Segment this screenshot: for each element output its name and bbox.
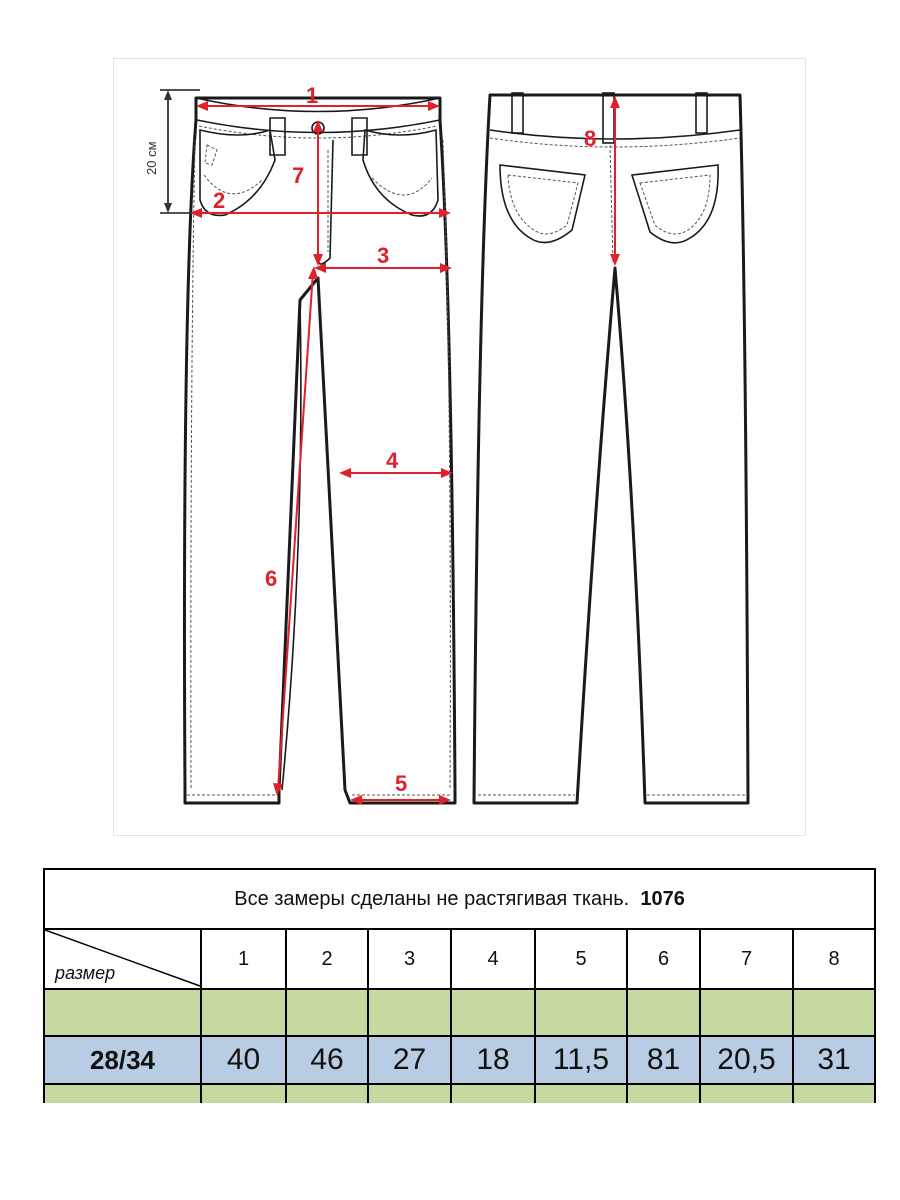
- back-pants-drawing: [474, 93, 748, 803]
- table-row: [44, 1036, 875, 1084]
- measure-label-1: 1: [306, 83, 319, 108]
- column-header: 4: [451, 929, 535, 989]
- column-header: 5: [535, 929, 627, 989]
- column-header: 1: [201, 929, 286, 989]
- table-cell: 11,5: [535, 1036, 627, 1084]
- table-title-text: Все замеры сделаны не растягивая ткань.: [234, 887, 630, 910]
- table-cell: 81: [627, 1036, 700, 1084]
- table-title: [44, 869, 875, 929]
- measure-label-7: 7: [292, 163, 305, 188]
- measure-label-3: 3: [377, 243, 390, 268]
- spacer-row: [44, 989, 875, 1036]
- size-label: 28/34: [44, 1036, 201, 1084]
- corner-size-label: размер: [55, 963, 116, 983]
- table-header-row: [44, 929, 875, 989]
- table-cell: 46: [286, 1036, 368, 1084]
- column-header: 3: [368, 929, 451, 989]
- corner-size-cell: [44, 929, 201, 989]
- measure-label-2: 2: [213, 188, 226, 213]
- article-number: 1076: [640, 887, 685, 910]
- column-header: 6: [627, 929, 700, 989]
- table-cell: 27: [368, 1036, 451, 1084]
- measure-label-5: 5: [395, 771, 408, 796]
- table-title-row: [44, 869, 875, 929]
- column-header: 8: [793, 929, 875, 989]
- column-header: 7: [700, 929, 793, 989]
- measure-label-6: 6: [265, 566, 278, 591]
- table-cell: 18: [451, 1036, 535, 1084]
- size-chart-table: [43, 868, 876, 1103]
- measure-label-4: 4: [386, 448, 399, 473]
- column-header: 2: [286, 929, 368, 989]
- table-cell: 40: [201, 1036, 286, 1084]
- measure-label-8: 8: [584, 126, 597, 151]
- table-cell: 20,5: [700, 1036, 793, 1084]
- height-note-label: 20 см: [144, 141, 159, 175]
- table-cell: 31: [793, 1036, 875, 1084]
- spacer-row: [44, 1084, 875, 1103]
